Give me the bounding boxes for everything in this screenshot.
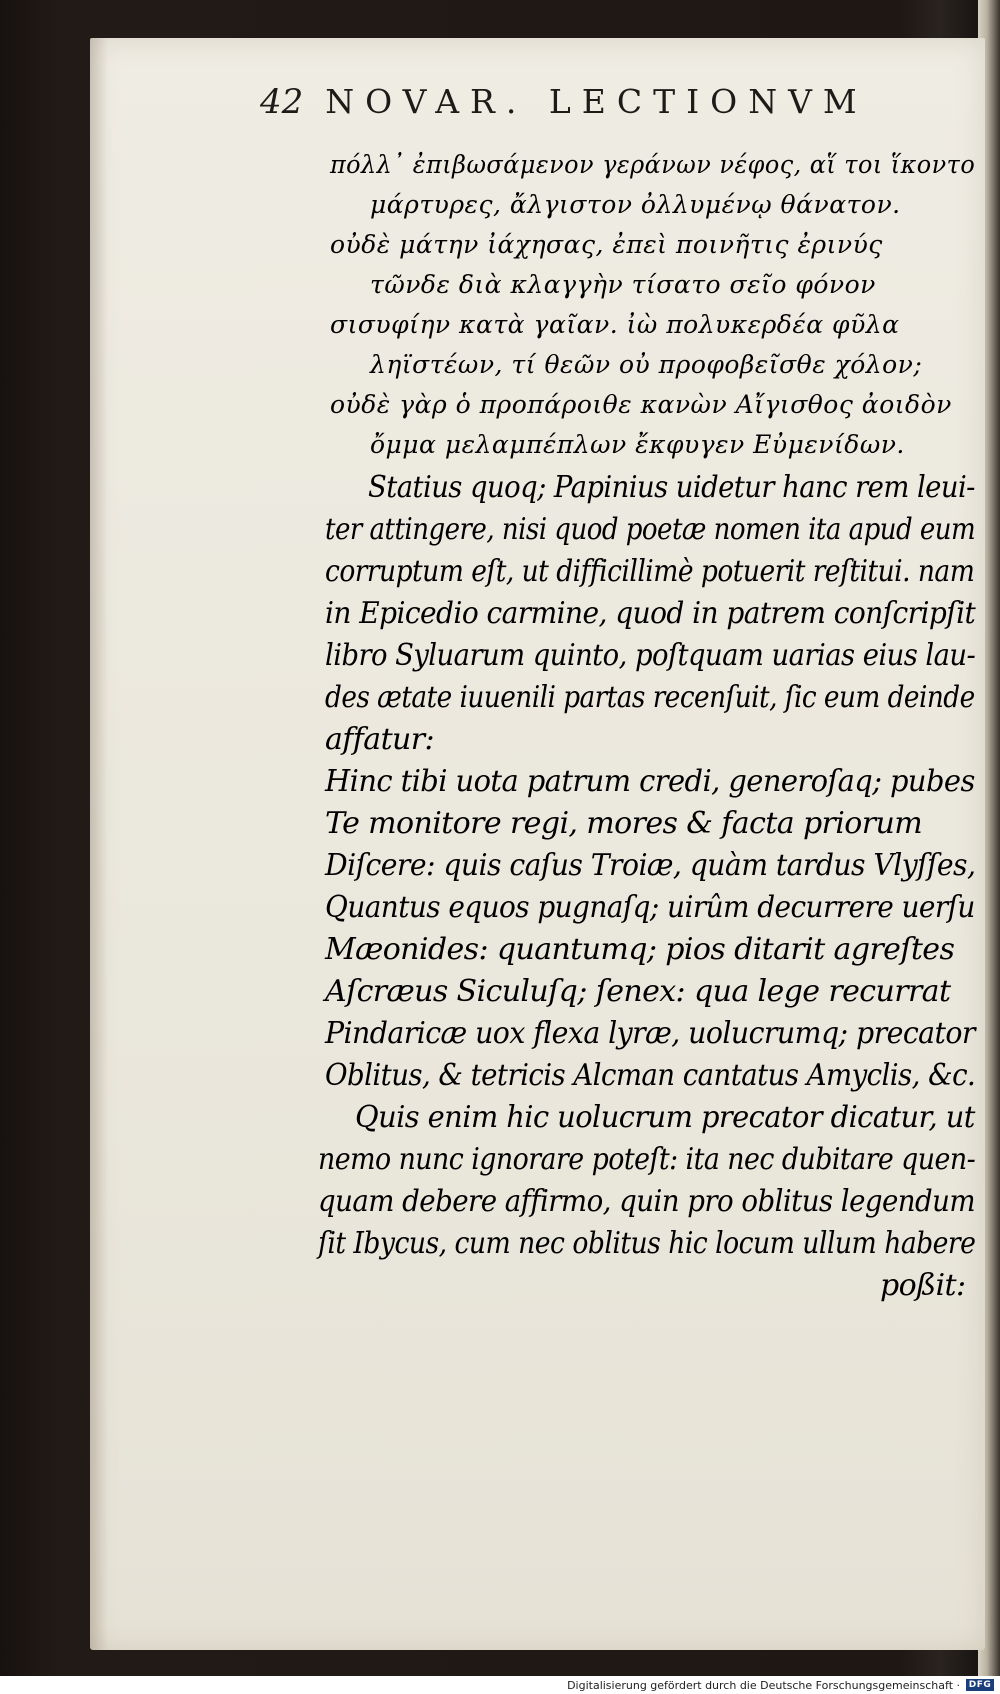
page-gutter-shadow: [90, 38, 108, 1650]
latin-line: Statius quoq; Papinius uidetur hanc rem leui-: [368, 470, 975, 505]
running-title: NOVAR. LECTIONVM: [325, 82, 868, 121]
latin-line: in Epicedio carmine, quod in patrem conſcripſit: [325, 596, 976, 631]
verse-line: Oblitus, & tetricis Alcman cantatus Amyclis, &c.: [325, 1058, 976, 1093]
greek-line: ὄμμα μελαμπέπλων ἔκφυγεν Εὐμενίδων.: [370, 430, 905, 459]
verse-line: Pindaricæ uox flexa lyræ, uolucrumq; precator: [325, 1016, 975, 1051]
verse-line: Mæonides: quantumq; pios ditarit agreſtes: [325, 932, 955, 967]
latin-line: ter attingere, nisi quod poetæ nomen ita apud eum: [325, 512, 976, 547]
verse-line: Hinc tibi uota patrum credi, generoſaq; pubes: [325, 764, 975, 799]
verse-line: Quantus equos pugnaſq; uirûm decurrere uerſu: [325, 890, 975, 925]
greek-line: οὐδὲ γὰρ ὁ προπάροιθε κανὼν Αἴγισθος ἀοιδὸν: [330, 390, 952, 419]
greek-line: τῶνδε διὰ κλαγγὴν τίσατο σεῖο φόνον: [370, 270, 876, 299]
footer-bar: [0, 1676, 1000, 1694]
latin-line: Quis enim hic uolucrum precator dicatur, ut: [355, 1100, 975, 1135]
greek-line: οὐδὲ μάτην ἰάχησας, ἐπεὶ ποινῆτις ἐρινύς: [330, 230, 883, 259]
verse-line: Diſcere: quis caſus Troiæ, quàm tardus Vlyſſes,: [325, 848, 976, 883]
latin-line: affatur:: [325, 722, 435, 757]
verse-line: Aſcræus Siculuſq; ſenex: qua lege recurrat: [325, 974, 951, 1009]
greek-line: πόλλ᾽ ἐπιβωσάμενον γεράνων νέφος, αἵ τοι ἵκοντο: [330, 150, 976, 179]
footer-credit: Digitalisierung gefördert durch die Deutsche Forschungsgemeinschaft ·: [567, 1679, 960, 1692]
latin-line: des ætate iuuenili partas recenſuit, ſic eum deinde: [325, 680, 975, 715]
running-head: [260, 82, 920, 142]
latin-line: ſit Ibycus, cum nec oblitus hic locum ullum habere: [318, 1226, 976, 1261]
greek-line: μάρτυρες, ἄλγιστον ὀλλυμένῳ θάνατον.: [370, 190, 901, 219]
latin-line: libro Syluarum quinto, poſtquam uarias eius lau-: [325, 638, 976, 673]
latin-line: nemo nunc ignorare poteſt: ita nec dubitare quen-: [318, 1142, 976, 1177]
latin-line: quam debere affirmo, quin pro oblitus legendum: [318, 1184, 976, 1219]
page-number: 42: [260, 82, 304, 122]
verse-line: Te monitore regi, mores & facta priorum: [325, 806, 923, 841]
latin-line: corruptum eſt, ut difficillimè potuerit reſtitui. nam: [325, 554, 975, 589]
dfg-logo: DFG: [966, 1679, 994, 1691]
greek-line: σισυφίην κατὰ γαῖαν. ἰὼ πολυκερδέα φῦλα: [330, 310, 900, 339]
greek-line: ληϊστέων, τί θεῶν οὐ προφοβεῖσθε χόλον;: [370, 350, 923, 379]
catchword: poßit:: [880, 1268, 966, 1303]
